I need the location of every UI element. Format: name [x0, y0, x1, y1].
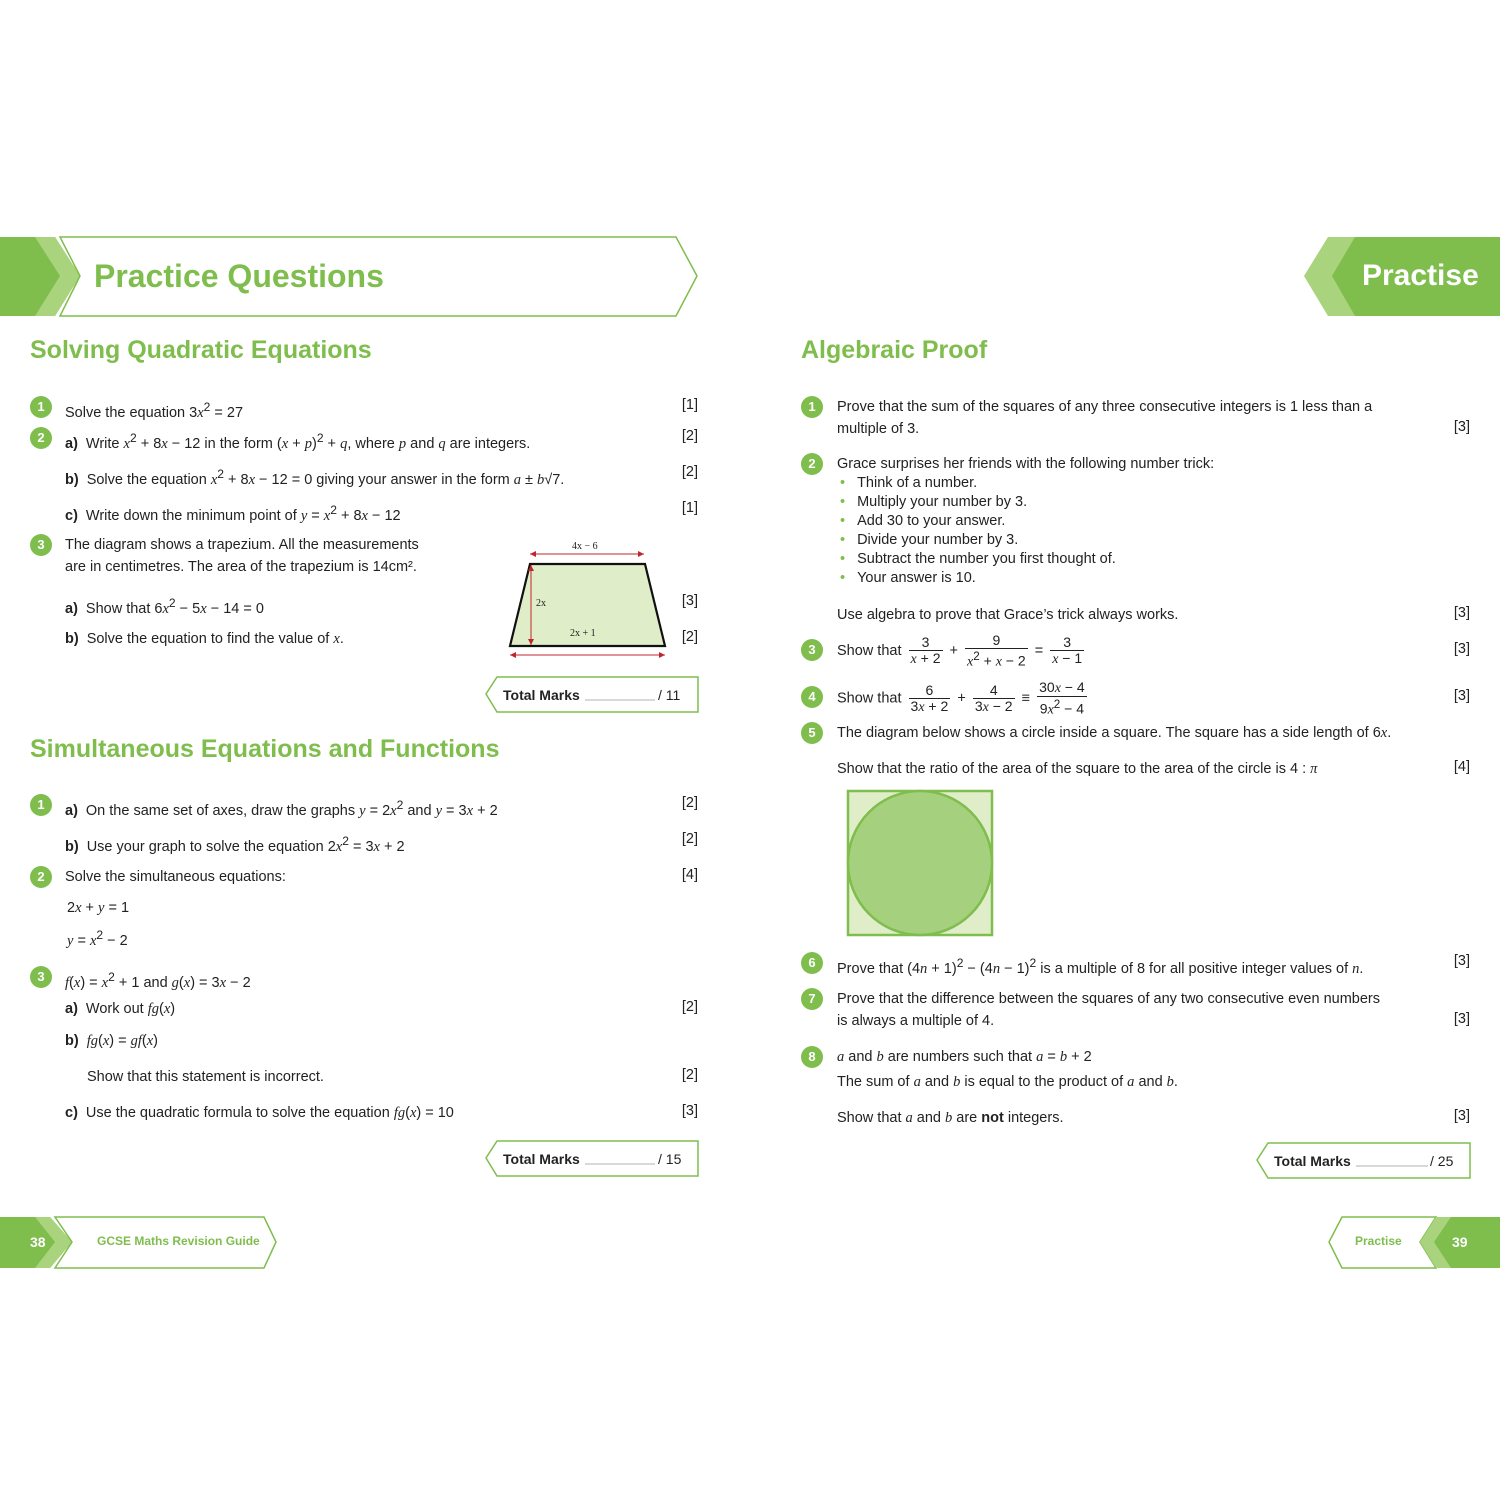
- footer-section-label: Practise: [1355, 1234, 1402, 1248]
- question-text: Solve the simultaneous equations:: [65, 869, 286, 885]
- total-marks-label: Total Marks: [503, 687, 580, 703]
- total-marks-label: Total Marks: [1274, 1153, 1351, 1169]
- question-text: Show that this statement is incorrect.: [87, 1069, 324, 1085]
- question-text: The diagram below shows a circle inside a square. The square has a side length of 6x.: [837, 725, 1392, 741]
- question-text: c) Write down the minimum point of $y = x^2 + 8x - 12$: [65, 503, 401, 524]
- question-text: c) Use the quadratic formula to solve the equation fg(x) = 10: [65, 1105, 454, 1121]
- question-text: Prove that the difference between the squares of any two consecutive even numbers: [837, 991, 1381, 1007]
- question-number: 1: [801, 396, 823, 418]
- question-text: The sum of a and b is equal to the product of a and b.: [837, 1074, 1178, 1090]
- circle-in-square-diagram: [846, 789, 996, 939]
- marks: [3]: [681, 593, 698, 609]
- bullet-item: • Add 30 to your answer.: [840, 512, 1116, 531]
- page-title: Practice Questions: [94, 258, 384, 294]
- footer-book-title: GCSE Maths Revision Guide: [97, 1234, 260, 1248]
- total-marks-value: / 11: [658, 687, 681, 703]
- total-marks-label: Total Marks: [503, 1151, 580, 1167]
- question-number: 4: [801, 686, 823, 708]
- question-text: b) Use your graph to solve the equation $2x^2 = 3x + 2$: [65, 834, 405, 855]
- marks: [3]: [1453, 1108, 1470, 1124]
- question-text: multiple of 3.: [837, 421, 920, 437]
- question-text: Show that a and b are not integers.: [837, 1110, 1064, 1126]
- question-number: 1: [30, 794, 52, 816]
- question-number: 1: [30, 396, 52, 418]
- question-text: Show that $\frac{3}{x + 2}$ + $\frac{9}{x^2 + x - 2}$ = $\frac{3}{x - 1}$: [837, 632, 1083, 670]
- question-text: a and b are numbers such that a = b + 2: [837, 1049, 1092, 1065]
- diagram-label-height: 2x: [536, 598, 546, 609]
- section-title-quadratics: Solving Quadratic Equations: [30, 336, 372, 364]
- marks: [2]: [681, 464, 698, 480]
- total-marks-value: / 15: [658, 1151, 682, 1167]
- marks: [1]: [681, 397, 698, 413]
- question-text: a) Show that $6x^2 - 5x - 14 = 0$: [65, 596, 264, 617]
- marks: [3]: [1453, 605, 1470, 621]
- trapezium-diagram: [500, 538, 675, 663]
- question-text: a) Write $x^2 + 8x - 12$ in the form $(x + p)^2 + q$, where p and q are integers.: [65, 431, 531, 452]
- question-text: Solve the equation $3x^2 = 27$: [65, 400, 244, 421]
- right-footer-banner: [1326, 1216, 1500, 1270]
- question-text: are in centimetres. The area of the trapezium is 14cm².: [65, 559, 417, 575]
- marks: [3]: [1453, 641, 1470, 657]
- marks: [2]: [681, 795, 698, 811]
- bullet-item: • Divide your number by 3.: [840, 531, 1116, 550]
- marks: [2]: [681, 831, 698, 847]
- question-number: 5: [801, 722, 823, 744]
- bullet-item: • Subtract the number you first thought of.: [840, 550, 1116, 569]
- marks: [4]: [1453, 759, 1470, 775]
- question-text: Show that the ratio of the area of the square to the area of the circle is 4 : π: [837, 761, 1318, 777]
- question-number: 2: [30, 866, 52, 888]
- question-text: Prove that $(4n + 1)^2 - (4n - 1)^2$ is a multiple of 8 for all positive integer values of n.: [837, 956, 1364, 977]
- question-text: a) On the same set of axes, draw the graphs $y = 2x^2$ and y = 3x + 2: [65, 798, 498, 819]
- question-text: Prove that the sum of the squares of any three consecutive integers is 1 less than a: [837, 399, 1373, 415]
- question-number: 8: [801, 1046, 823, 1068]
- section-title-simultaneous: Simultaneous Equations and Functions: [30, 735, 500, 763]
- question-text: Show that $\frac{6}{3x + 2}$ + $\frac{4}{3x - 2}$ ≡ $\frac{30x - 4}{9x^2 - 4}$: [837, 679, 1085, 718]
- question-number: 3: [801, 639, 823, 661]
- bullet-item: • Multiply your number by 3.: [840, 493, 1116, 512]
- question-text: b) fg(x) = gf(x): [65, 1033, 159, 1049]
- question-number: 7: [801, 988, 823, 1010]
- page-number-left: 38: [30, 1234, 46, 1250]
- question-text: $f(x) = x^2 + 1$ and g(x) = 3x − 2: [65, 970, 251, 991]
- question-text: The diagram shows a trapezium. All the measurements: [65, 537, 419, 553]
- bullet-list: [840, 474, 1116, 588]
- marks: [3]: [1453, 953, 1470, 969]
- question-number: 2: [801, 453, 823, 475]
- marks: [2]: [681, 999, 698, 1015]
- question-number: 3: [30, 966, 52, 988]
- page-number-right: 39: [1452, 1234, 1468, 1250]
- right-title: Practise: [1362, 259, 1479, 292]
- total-marks-value: / 25: [1430, 1153, 1454, 1169]
- question-text: Use algebra to prove that Grace’s trick always works.: [837, 607, 1179, 623]
- bullet-item: • Your answer is 10.: [840, 569, 1116, 588]
- marks: [2]: [681, 428, 698, 444]
- marks: [3]: [1453, 1011, 1470, 1027]
- marks: [4]: [681, 867, 698, 883]
- question-number: 3: [30, 534, 52, 556]
- question-text: Grace surprises her friends with the following number trick:: [837, 456, 1215, 472]
- question-number: 2: [30, 427, 52, 449]
- section-title-proof: Algebraic Proof: [801, 336, 988, 364]
- marks: [2]: [681, 1067, 698, 1083]
- diagram-label-bottom: 2x + 1: [570, 628, 596, 639]
- question-text: is always a multiple of 4.: [837, 1013, 995, 1029]
- marks: [3]: [1453, 688, 1470, 704]
- diagram-label-top: 4x − 6: [572, 541, 598, 552]
- marks: [1]: [681, 500, 698, 516]
- question-text: a) Work out fg(x): [65, 1001, 176, 1017]
- bullet-item: • Think of a number.: [840, 474, 1116, 493]
- marks: [2]: [681, 629, 698, 645]
- marks: [3]: [681, 1103, 698, 1119]
- question-text: b) Solve the equation $x^2 + 8x - 12 = 0$ giving your answer in the form a ± b√7.: [65, 467, 565, 488]
- marks: [3]: [1453, 419, 1470, 435]
- question-text: b) Solve the equation to find the value of x.: [65, 631, 344, 647]
- equation: $y = x^2 - 2$: [67, 928, 128, 949]
- equation: 2x + y = 1: [67, 900, 130, 916]
- question-number: 6: [801, 952, 823, 974]
